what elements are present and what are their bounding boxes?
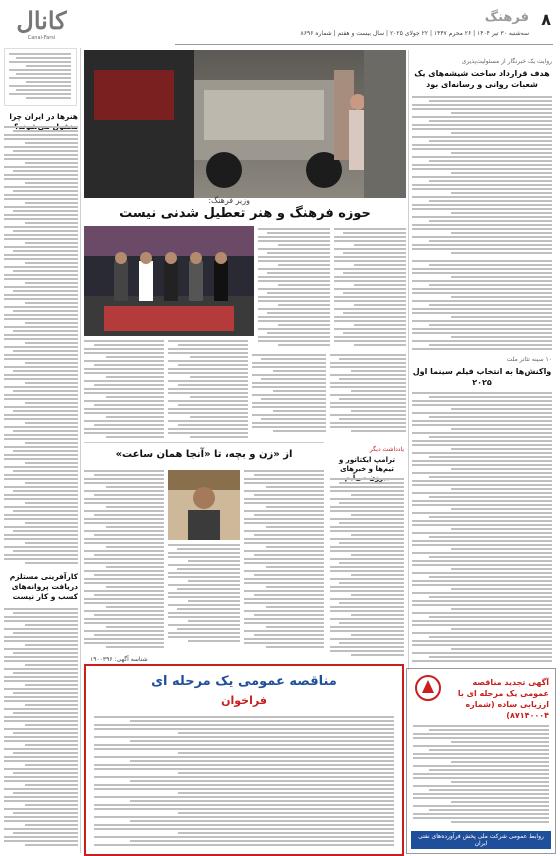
oil-ad-title: آگهی تجدید مناقصه عمومی یک مرحله ای با ارزیابی ساده (شماره ۸۷۱۴۰۰۰۴) [457,678,549,720]
tender-ad-subtitle: فراخوان [221,694,267,707]
sidebar-story-2 [4,572,78,852]
lead-story-kicker: وزیر فرهنگ: [208,196,250,205]
photo-car-scene [84,50,406,198]
photo-interviewee [168,470,240,540]
oil-company-logo [415,675,441,701]
company-emblem-icon [415,675,441,701]
masthead [4,6,79,46]
column-kicker: یادداشت دیگر [369,446,404,453]
date-line: سه‌شنبه ۳۰ تیر ۱۴۰۴ | ۲۶ محرم ۱۴۴۷ | ۲۲ جولای ۲۰۲۵ | سال بیست و هفتم | شماره ۸۶۹۶ [300,30,529,37]
interview-col-3 [168,544,240,650]
oil-ad-footer: روابط عمومی شرکت ملی پخش فرآورده‌های نفتی ایران [411,831,551,849]
interview-divider [84,442,324,443]
photo-ceremony [84,226,254,336]
lead-story-col-3 [84,340,164,440]
interview-photo [168,470,240,540]
column-title: ترامپ ایکتاتور و تیم‌ها و خبرهای [339,456,395,473]
logo: کانال [16,6,67,35]
header-divider [175,44,553,45]
ceremony-photo [84,226,254,336]
interview-title: از «زن و بچه، تا «آنجا همان ساعت» [115,449,293,460]
festival-body [412,392,552,662]
section-title: فرهنگ [484,10,529,25]
logo-subtitle: Canal-Farsi [27,35,56,41]
masthead-info-box [4,48,77,106]
festival-kicker: ۱۰ سینه‌ تئاتر ملت [506,356,552,363]
lead-story-col-6 [330,354,406,440]
lead-story-col-1 [258,228,330,350]
sidebar-story-1-title: هنرها در ایران چرا [9,112,78,121]
interview-col-1 [84,470,164,650]
sidebar-divider [80,48,81,853]
festival-title: واکنش‌ها به انتخاب فیلم سینما اول ۲۰۲۵ [412,367,552,387]
tender-ad [84,656,404,856]
oil-company-ad [406,668,556,854]
sidebar-story-2-title: کارآفرینی مستلزم دریافت پروانه‌های کسب و کار نیست [9,572,78,601]
top-story-title: هدف قرارداد ساخت شیشه‌های یک شعبات روانی و رسانه‌ای بود [414,69,550,89]
lead-story-col-2 [334,228,406,350]
column-body [330,478,404,664]
sidebar-story-1 [4,112,78,567]
lead-story-col-5 [252,354,326,440]
center-divider [408,50,409,670]
top-story-body [412,96,552,256]
top-story-continued [412,260,552,352]
interview-col-2 [244,470,324,650]
page-number: ۸ [541,10,551,29]
page-header [175,8,555,44]
tender-ad-title: مناقصه عمومی یک مرحله ای [151,674,337,689]
lead-story-title: حوزه فرهنگ و هنر تعطیل شدنی نیست [119,206,371,221]
top-story-kicker: روایت یک خبرنگار از مسئولیت‌پذیری [461,58,552,65]
top-photo [84,50,406,198]
lead-story-col-4 [168,340,248,440]
tender-ad-id: شناسه آگهی: ۱۹۰۰۳۹۶ [90,656,148,663]
